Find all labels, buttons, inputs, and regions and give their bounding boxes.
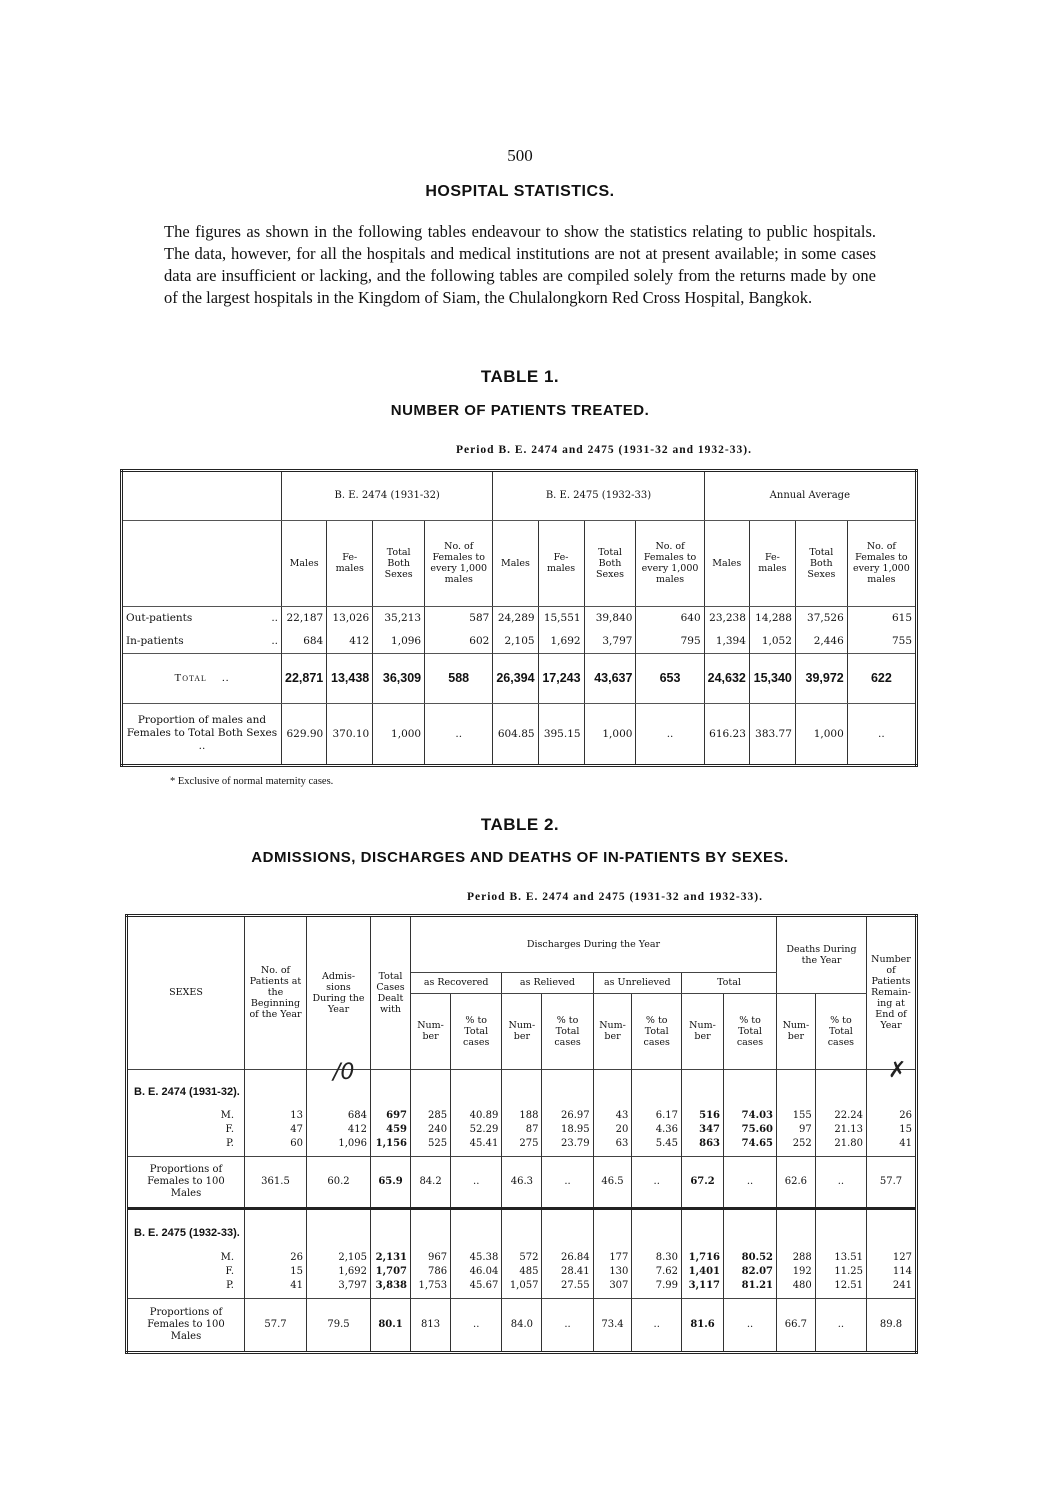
cell: 347: [682, 1123, 724, 1137]
cell: 622: [847, 653, 916, 703]
table2-section-2475: [127, 1209, 917, 1353]
cell: 616.23: [704, 703, 749, 766]
cell: 57.7: [867, 1157, 917, 1209]
cell: 26.97: [542, 1109, 593, 1123]
cell: 40.89: [451, 1109, 502, 1123]
col-recovered: as Recovered: [411, 972, 502, 993]
cell: 604.85: [493, 703, 538, 766]
cell: 24,632: [704, 653, 749, 703]
cell: 67.2: [682, 1157, 724, 1209]
cell: ..: [724, 1157, 777, 1209]
table1-group-average: Annual Average: [704, 471, 916, 521]
table2-label: TABLE 2.: [480, 815, 560, 834]
cell: 588: [425, 653, 493, 703]
cell: 684: [307, 1109, 371, 1123]
cell: 23,238: [704, 606, 749, 630]
col-patients-beginning: No. of Patients at the Beginning of the Year: [245, 916, 307, 1070]
table1-caption: NUMBER OF PATIENTS TREATED.: [390, 402, 650, 419]
handwritten-mark: /0: [333, 1060, 355, 1085]
cell: 22.24: [815, 1109, 866, 1123]
table1-corner: [122, 471, 282, 521]
cell: ..: [451, 1299, 502, 1353]
cell: 12.51: [815, 1279, 866, 1293]
cell: 11.25: [815, 1265, 866, 1279]
cell: 79.5: [307, 1299, 371, 1353]
proportion-row: Proportion of males and Females to Total Both Sexes .. 629.90 370.10 1,000 .. 604.85 395.15 1,000 .. 616.23 383.77 1,000 ..: [122, 703, 917, 766]
cell: 57.7: [245, 1299, 307, 1353]
table2-caption: ADMISSIONS, DISCHARGES AND DEATHS OF IN-PATIENTS BY SEXES.: [251, 849, 789, 866]
year-label: B. E. 2474 (1931-32).: [127, 1069, 245, 1109]
cell: 43,637: [584, 653, 636, 703]
table1-period: Period B. E. 2474 and 2475 (1931-32 and 1932-33).: [456, 444, 752, 456]
col-remaining: Number of Patients Remain-ing at End of Year: [867, 916, 917, 1070]
cell: 1,096: [373, 630, 425, 654]
table-row: [127, 1265, 917, 1279]
col-males: Males: [704, 520, 749, 606]
col-number: Num-ber: [593, 993, 632, 1069]
table-row: [127, 1279, 917, 1293]
col-pct: % to Total cases: [724, 993, 777, 1069]
cell: 252: [777, 1137, 816, 1151]
cell: 192: [777, 1265, 816, 1279]
cell: 37,526: [795, 606, 847, 630]
cell: ..: [451, 1157, 502, 1209]
cell: 52.29: [451, 1123, 502, 1137]
col-admissions: Admis-sions During the Year: [307, 916, 371, 1070]
cell: 383.77: [749, 703, 795, 766]
cell: 697: [371, 1109, 411, 1123]
cell: 89.8: [867, 1299, 917, 1353]
total-label: Total: [174, 672, 207, 685]
cell: ..: [542, 1157, 593, 1209]
cell: 7.62: [632, 1265, 682, 1279]
cell: 395.15: [538, 703, 584, 766]
cell: ..: [632, 1299, 682, 1353]
table2: [125, 914, 918, 1354]
cell: 7.99: [632, 1279, 682, 1293]
cell: ..: [847, 703, 916, 766]
cell: 863: [682, 1137, 724, 1151]
cell: 17,243: [538, 653, 584, 703]
cell: 307: [593, 1279, 632, 1293]
cell: 36,309: [373, 653, 425, 703]
proportion-row: [127, 1299, 917, 1353]
cell: 46.5: [593, 1157, 632, 1209]
table-row: [127, 1251, 917, 1265]
proportion-label: Proportion of males and Females to Total Both Sexes: [126, 714, 278, 740]
col-sexes: SEXES: [127, 916, 245, 1070]
col-males: Males: [493, 520, 538, 606]
cell: 155: [777, 1109, 816, 1123]
cell: 26.84: [542, 1251, 593, 1265]
cell: 81.6: [682, 1299, 724, 1353]
page-number: 500: [507, 146, 533, 165]
cell: 75.60: [724, 1123, 777, 1137]
cell: 41: [867, 1137, 917, 1151]
col-females: Fe-males: [538, 520, 584, 606]
col-pct: % to Total cases: [451, 993, 502, 1069]
cell: 87: [502, 1123, 542, 1137]
sex-label: P.: [127, 1137, 245, 1151]
cell: 288: [777, 1251, 816, 1265]
table-row: Out-patients .. 22,187 13,026 35,213 587 24,289 15,551 39,840 640 23,238 14,288 37,526 615: [122, 606, 917, 630]
col-number: Num-ber: [682, 993, 724, 1069]
cell: 13.51: [815, 1251, 866, 1265]
cell: 81.21: [724, 1279, 777, 1293]
cell: 80.1: [371, 1299, 411, 1353]
cell: 2,105: [493, 630, 538, 654]
cell: 46.04: [451, 1265, 502, 1279]
year-row: [127, 1069, 917, 1109]
cell: ..: [815, 1299, 866, 1353]
cell: 1,000: [795, 703, 847, 766]
cell: 35,213: [373, 606, 425, 630]
cell: 370.10: [327, 703, 373, 766]
cross-mark: ✗: [888, 1058, 907, 1083]
cell: 5.45: [632, 1137, 682, 1151]
sex-label: M.: [127, 1251, 245, 1265]
cell: 412: [307, 1123, 371, 1137]
cell: 13,026: [327, 606, 373, 630]
cell: 795: [636, 630, 704, 654]
cell: 65.9: [371, 1157, 411, 1209]
col-females: Fe-males: [327, 520, 373, 606]
table-row: [127, 1137, 917, 1151]
cell: 26,394: [493, 653, 538, 703]
cell: 3,797: [584, 630, 636, 654]
cell: 73.4: [593, 1299, 632, 1353]
cell: 653: [636, 653, 704, 703]
table2-period: Period B. E. 2474 and 2475 (1931-32 and 1932-33).: [467, 891, 763, 903]
cell: 1,156: [371, 1137, 411, 1151]
cell: 1,000: [373, 703, 425, 766]
row-label: Out-patients: [126, 612, 193, 625]
cell: 130: [593, 1265, 632, 1279]
col-total-cases: Total Cases Dealt with: [371, 916, 411, 1070]
cell: 24,289: [493, 606, 538, 630]
table1-footnote: * Exclusive of normal maternity cases.: [170, 776, 334, 787]
table-row: [127, 1109, 917, 1123]
cell: 45.41: [451, 1137, 502, 1151]
cell: 46.3: [502, 1157, 542, 1209]
cell: 459: [371, 1123, 411, 1137]
cell: 2,446: [795, 630, 847, 654]
col-females: Fe-males: [749, 520, 795, 606]
cell: 60.2: [307, 1157, 371, 1209]
cell: 412: [327, 630, 373, 654]
table-row: In-patients .. 684 412 1,096 602 2,105 1,692 3,797 795 1,394 1,052 2,446 755: [122, 630, 917, 654]
cell: 63: [593, 1137, 632, 1151]
cell: 66.7: [777, 1299, 816, 1353]
cell: ..: [636, 703, 704, 766]
cell: 1,052: [749, 630, 795, 654]
col-ratio: No. of Females to every 1,000 males: [847, 520, 916, 606]
cell: 20: [593, 1123, 632, 1137]
table2-section-2474: [127, 1069, 917, 1209]
table1: [120, 469, 918, 767]
cell: 41: [245, 1279, 307, 1293]
proportion-label: Proportions of Females to 100 Males: [127, 1299, 245, 1353]
col-total: Total Both Sexes: [584, 520, 636, 606]
cell: 3,797: [307, 1279, 371, 1293]
col-total: Total Both Sexes: [795, 520, 847, 606]
table1-group-2475: B. E. 2475 (1932-33): [493, 471, 704, 521]
col-pct: % to Total cases: [542, 993, 593, 1069]
cell: 21.13: [815, 1123, 866, 1137]
cell: 587: [425, 606, 493, 630]
cell: 74.03: [724, 1109, 777, 1123]
col-discharges: Discharges During the Year: [411, 916, 777, 973]
cell: 23.79: [542, 1137, 593, 1151]
proportion-label: Proportions of Females to 100 Males: [127, 1157, 245, 1209]
cell: 45.67: [451, 1279, 502, 1293]
cell: 240: [411, 1123, 451, 1137]
cell: 8.30: [632, 1251, 682, 1265]
cell: 1,692: [307, 1265, 371, 1279]
sex-label: F.: [127, 1123, 245, 1137]
cell: 13,438: [327, 653, 373, 703]
cell: 3,117: [682, 1279, 724, 1293]
cell: 80.52: [724, 1251, 777, 1265]
col-pct: % to Total cases: [815, 993, 866, 1069]
cell: 275: [502, 1137, 542, 1151]
cell: 127: [867, 1251, 917, 1265]
year-label: B. E. 2475 (1932-33).: [127, 1209, 245, 1251]
col-number: Num-ber: [502, 993, 542, 1069]
cell: 1,753: [411, 1279, 451, 1293]
sex-label: F.: [127, 1265, 245, 1279]
table-row: [127, 1123, 917, 1137]
cell: 1,401: [682, 1265, 724, 1279]
cell: 74.65: [724, 1137, 777, 1151]
cell: 1,692: [538, 630, 584, 654]
cell: 1,707: [371, 1265, 411, 1279]
year-row: [127, 1209, 917, 1251]
cell: 18.95: [542, 1123, 593, 1137]
cell: 285: [411, 1109, 451, 1123]
cell: 15,551: [538, 606, 584, 630]
cell: 43: [593, 1109, 632, 1123]
cell: 60: [245, 1137, 307, 1151]
cell: 62.6: [777, 1157, 816, 1209]
cell: 786: [411, 1265, 451, 1279]
cell: 45.38: [451, 1251, 502, 1265]
total-row: Total .. 22,871 13,438 36,309 588 26,394 17,243 43,637 653 24,632 15,340 39,972 622: [122, 653, 917, 703]
cell: 1,394: [704, 630, 749, 654]
cell: 177: [593, 1251, 632, 1265]
col-total: Total Both Sexes: [373, 520, 425, 606]
cell: 114: [867, 1265, 917, 1279]
cell: 361.5: [245, 1157, 307, 1209]
col-ratio: No. of Females to every 1,000 males: [425, 520, 493, 606]
cell: 480: [777, 1279, 816, 1293]
sex-label: P.: [127, 1279, 245, 1293]
col-total-discharged: Total: [682, 972, 777, 993]
cell: 15: [867, 1123, 917, 1137]
cell: 97: [777, 1123, 816, 1137]
cell: 1,096: [307, 1137, 371, 1151]
col-number: Num-ber: [411, 993, 451, 1069]
col-relieved: as Relieved: [502, 972, 593, 993]
cell: ..: [425, 703, 493, 766]
cell: 82.07: [724, 1265, 777, 1279]
cell: 640: [636, 606, 704, 630]
cell: 21.80: [815, 1137, 866, 1151]
cell: 84.0: [502, 1299, 542, 1353]
cell: 22,187: [282, 606, 327, 630]
col-males: Males: [282, 520, 327, 606]
cell: 629.90: [282, 703, 327, 766]
cell: 47: [245, 1123, 307, 1137]
cell: 2,131: [371, 1251, 411, 1265]
col-deaths: Deaths During the Year: [777, 916, 867, 994]
cell: 755: [847, 630, 916, 654]
cell: 485: [502, 1265, 542, 1279]
col-unrelieved: as Unrelieved: [593, 972, 681, 993]
cell: 14,288: [749, 606, 795, 630]
cell: 39,840: [584, 606, 636, 630]
cell: ..: [724, 1299, 777, 1353]
cell: 615: [847, 606, 916, 630]
cell: 6.17: [632, 1109, 682, 1123]
cell: 516: [682, 1109, 724, 1123]
cell: 967: [411, 1251, 451, 1265]
cell: 1,716: [682, 1251, 724, 1265]
table1-label: TABLE 1.: [480, 367, 560, 386]
cell: 4.36: [632, 1123, 682, 1137]
cell: 84.2: [411, 1157, 451, 1209]
cell: 15: [245, 1265, 307, 1279]
cell: 1,000: [584, 703, 636, 766]
cell: 39,972: [795, 653, 847, 703]
cell: 241: [867, 1279, 917, 1293]
row-label: In-patients: [126, 635, 184, 648]
cell: 28.41: [542, 1265, 593, 1279]
col-pct: % to Total cases: [632, 993, 682, 1069]
cell: 22,871: [282, 653, 327, 703]
cell: 2,105: [307, 1251, 371, 1265]
cell: ..: [632, 1157, 682, 1209]
cell: ..: [542, 1299, 593, 1353]
cell: 602: [425, 630, 493, 654]
cell: 26: [245, 1251, 307, 1265]
main-title: HOSPITAL STATISTICS.: [425, 183, 615, 200]
cell: 525: [411, 1137, 451, 1151]
cell: 13: [245, 1109, 307, 1123]
cell: 188: [502, 1109, 542, 1123]
sex-label: M.: [127, 1109, 245, 1123]
table1-group-2474: B. E. 2474 (1931-32): [282, 471, 493, 521]
cell: 813: [411, 1299, 451, 1353]
cell: 684: [282, 630, 327, 654]
intro-paragraph: The figures as shown in the following tables endeavour to show the statistics relating to public hospitals. The data, however, for all the hospitals and medical institutions are not at present available; in some cases data are insufficient or lacking, and the following tables are compiled solely from the returns made by one of the largest hospitals in the Kingdom of Siam, the Chulalongkorn Red Cross Hospital, Bangkok.: [164, 222, 876, 307]
cell: 1,057: [502, 1279, 542, 1293]
col-number: Num-ber: [777, 993, 816, 1069]
cell: 572: [502, 1251, 542, 1265]
cell: ..: [815, 1157, 866, 1209]
cell: 26: [867, 1109, 917, 1123]
cell: 27.55: [542, 1279, 593, 1293]
col-ratio: No. of Females to every 1,000 males: [636, 520, 704, 606]
proportion-row: [127, 1157, 917, 1209]
cell: 3,838: [371, 1279, 411, 1293]
cell: 15,340: [749, 653, 795, 703]
